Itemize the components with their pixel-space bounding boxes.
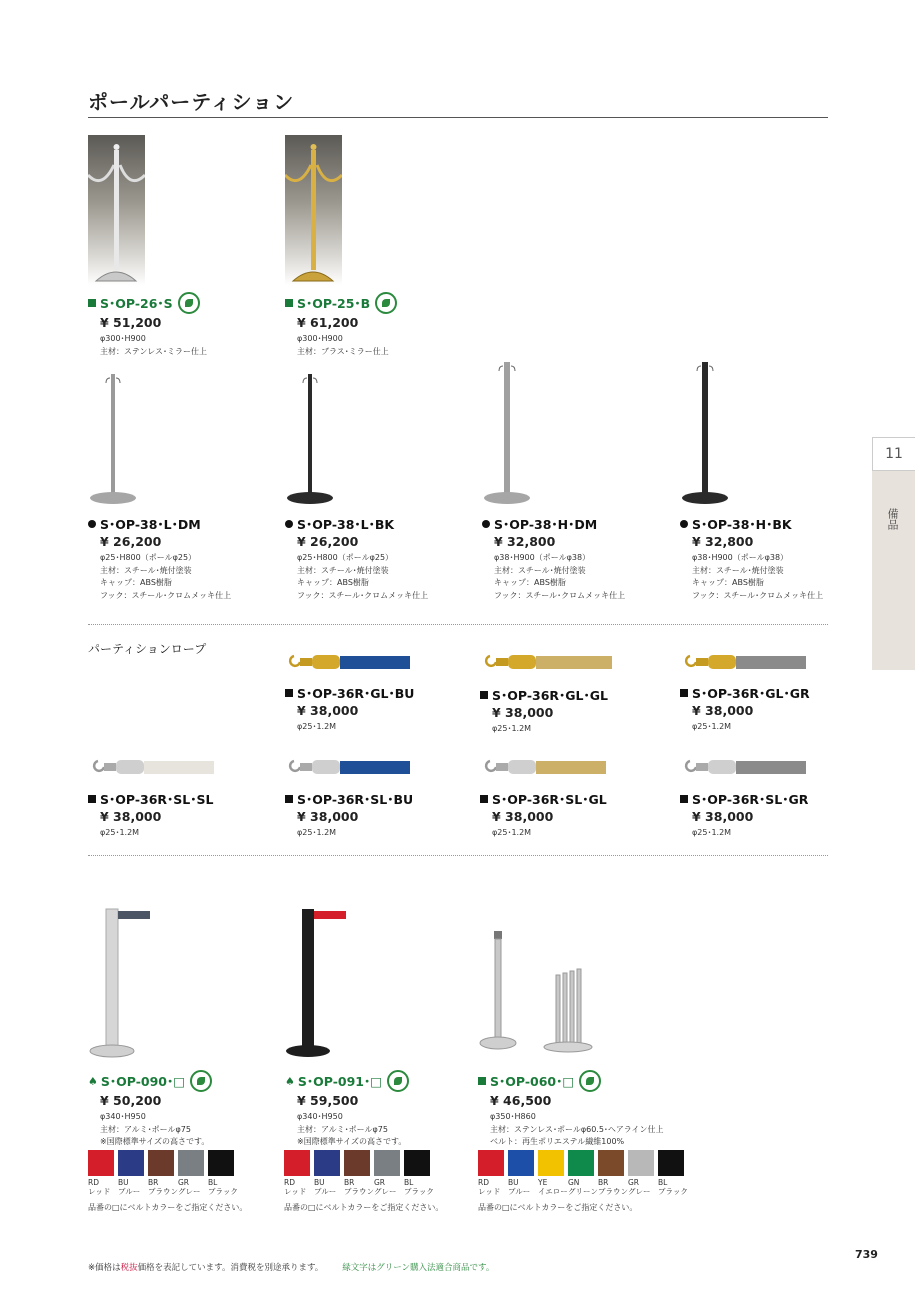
swatch-name: レッド xyxy=(284,1187,307,1196)
eco-mark-icon xyxy=(375,292,397,314)
product-item[interactable] xyxy=(680,515,823,602)
product-price: ¥ 38,000 xyxy=(492,809,554,824)
product-code: S･OP-36R･GL･GR xyxy=(692,686,810,701)
swatch-code: BU xyxy=(118,1178,129,1187)
product-code: S･OP-091･□ xyxy=(297,1074,383,1089)
product-code: S･OP-38･L･DM xyxy=(100,517,201,532)
product-code: S･OP-38･H･BK xyxy=(692,517,792,532)
swatch-labels xyxy=(88,1178,238,1196)
swatch-name: レッド xyxy=(478,1187,501,1196)
circle-bullet xyxy=(680,520,688,528)
product-code: S･OP-36R･SL･GL xyxy=(492,792,607,807)
product-spec: φ25･H800（ポールφ25） xyxy=(100,553,197,562)
product-spec: ※国際標準サイズの高さです。 xyxy=(100,1137,210,1146)
product-price: ¥ 38,000 xyxy=(297,703,359,718)
product-spec: φ350･H860 xyxy=(490,1112,536,1121)
page-number: 739 xyxy=(855,1248,878,1261)
section-divider xyxy=(88,624,828,625)
product-spec: フック：スチール･クロムメッキ仕上 xyxy=(692,590,824,600)
rope-image-gl-bu xyxy=(284,652,414,674)
product-spec: 主材：アルミ･ポールφ75 xyxy=(297,1124,388,1134)
product-code: S･OP-26･S xyxy=(100,296,173,311)
swatch-code: GR xyxy=(628,1178,640,1187)
swatch-name: ブラウン xyxy=(598,1187,628,1196)
product-price: ¥ 46,500 xyxy=(490,1093,552,1108)
product-spec: φ340･H950 xyxy=(297,1112,343,1121)
product-spec: φ25･1.2M xyxy=(692,828,732,837)
section-heading: パーティションロープ xyxy=(88,642,207,656)
rope-item[interactable] xyxy=(285,684,414,734)
swatch-code: RD xyxy=(284,1178,295,1187)
eco-mark-icon xyxy=(579,1070,601,1092)
product-spec: キャップ：ABS樹脂 xyxy=(494,578,566,587)
product-price: ¥ 32,800 xyxy=(692,534,754,549)
swatch-code: GR xyxy=(178,1178,190,1187)
black-square-bullet xyxy=(680,795,688,803)
swatch-labels xyxy=(478,1178,688,1196)
footer-note xyxy=(88,1261,494,1273)
product-spec: φ25･1.2M xyxy=(692,722,732,731)
product-spec: フック：スチール･クロムメッキ仕上 xyxy=(100,590,232,600)
product-code: S･OP-25･B xyxy=(297,296,371,311)
swatch-code: BL xyxy=(208,1178,218,1187)
product-price: ¥ 38,000 xyxy=(100,809,162,824)
product-price: ¥ 26,200 xyxy=(297,534,359,549)
swatch-name: ブラウン xyxy=(344,1187,374,1196)
belt-pole-image-091 xyxy=(284,905,384,1060)
pole-image-38-h-bk xyxy=(682,362,728,504)
swatch-blue[interactable] xyxy=(314,1150,340,1176)
page-title: ポールパーティション xyxy=(88,90,295,114)
eco-mark-icon xyxy=(387,1070,409,1092)
swatch-code: BL xyxy=(404,1178,414,1187)
product-price: ¥ 50,200 xyxy=(100,1093,162,1108)
swatch-yellow[interactable] xyxy=(538,1150,564,1176)
swatch-blue[interactable] xyxy=(118,1150,144,1176)
product-spec: キャップ：ABS樹脂 xyxy=(297,578,369,587)
swatch-name: グレー xyxy=(178,1187,201,1196)
footer-middle: 価格を表記しています。消費税を別途承ります。 xyxy=(137,1263,324,1273)
color-swatches xyxy=(284,1150,434,1176)
swatch-blue[interactable] xyxy=(508,1150,534,1176)
product-spec: 主材：スチール･焼付塗装 xyxy=(297,565,389,575)
footer-green-note: 緑文字はグリーン購入法適合商品です。 xyxy=(342,1263,495,1273)
spade-icon: ♠ xyxy=(285,1074,295,1088)
belt-pole-image-060 xyxy=(478,925,608,1060)
product-spec: ベルト：再生ポリエステル繊維100% xyxy=(490,1137,625,1146)
swatch-name: レッド xyxy=(88,1187,111,1196)
swatch-code: GN xyxy=(568,1178,580,1187)
product-item[interactable] xyxy=(88,515,231,602)
swatch-brown[interactable] xyxy=(344,1150,370,1176)
footer-prefix: ※価格は xyxy=(88,1263,121,1273)
product-spec: φ300･H900 xyxy=(297,334,343,343)
swatch-gray[interactable] xyxy=(374,1150,400,1176)
product-spec: φ25･H800（ポールφ25） xyxy=(297,553,394,562)
swatch-gray[interactable] xyxy=(628,1150,654,1176)
swatch-gray[interactable] xyxy=(178,1150,204,1176)
swatch-name: ブラック xyxy=(404,1187,434,1196)
product-price: ¥ 59,500 xyxy=(297,1093,359,1108)
eco-mark-icon xyxy=(190,1070,212,1092)
black-square-bullet xyxy=(480,795,488,803)
product-spec: φ38･H900（ポールφ38） xyxy=(494,553,591,562)
product-code: S･OP-38･L･BK xyxy=(297,517,395,532)
swatch-name: グレー xyxy=(374,1187,397,1196)
swatch-brown[interactable] xyxy=(598,1150,624,1176)
green-square-bullet xyxy=(478,1077,486,1085)
swatch-name: ブルー xyxy=(118,1187,141,1196)
swatch-black[interactable] xyxy=(658,1150,684,1176)
swatch-name: イエロー xyxy=(538,1187,568,1196)
belt-color-note: 品番の□にベルトカラーをご指定ください。 xyxy=(284,1203,444,1212)
swatch-name: ブルー xyxy=(508,1187,531,1196)
product-price: ¥ 51,200 xyxy=(100,315,162,330)
circle-bullet xyxy=(482,520,490,528)
product-code: S･OP-36R･SL･BU xyxy=(297,792,414,807)
pole-image-38-h-dm xyxy=(484,362,530,504)
chapter-label: 備品 xyxy=(886,508,899,530)
product-item[interactable] xyxy=(482,515,625,602)
swatch-black[interactable] xyxy=(404,1150,430,1176)
product-spec: φ25･1.2M xyxy=(100,828,140,837)
product-photo-silver xyxy=(88,135,145,285)
belt-color-note: 品番の□にベルトカラーをご指定ください。 xyxy=(88,1203,248,1212)
swatch-name: ブラウン xyxy=(148,1187,178,1196)
product-item[interactable] xyxy=(285,515,428,602)
belt-product-item[interactable] xyxy=(285,1070,409,1149)
green-square-bullet xyxy=(285,299,293,307)
product-code: S･OP-36R･SL･GR xyxy=(692,792,809,807)
product-spec: φ340･H950 xyxy=(100,1112,146,1121)
swatch-name: ブルー xyxy=(314,1187,337,1196)
rope-image-sl-gl xyxy=(480,757,610,779)
title-rule xyxy=(88,117,828,118)
rope-image-gl-gr xyxy=(680,652,810,674)
swatch-code: BU xyxy=(314,1178,325,1187)
product-spec: φ25･1.2M xyxy=(492,724,532,733)
product-spec: キャップ：ABS樹脂 xyxy=(100,578,172,587)
product-photo-gold xyxy=(285,135,342,285)
swatch-name: ブラック xyxy=(208,1187,238,1196)
rope-image-sl-sl xyxy=(88,757,218,779)
product-spec: φ300･H900 xyxy=(100,334,146,343)
swatch-name: ブラック xyxy=(658,1187,688,1196)
swatch-labels xyxy=(284,1178,434,1196)
rope-item[interactable] xyxy=(480,790,607,840)
pole-illustrations xyxy=(88,360,828,510)
product-spec: 主材：スチール･焼付塗装 xyxy=(494,565,586,575)
product-price: ¥ 61,200 xyxy=(297,315,359,330)
belt-product-item[interactable] xyxy=(478,1070,663,1149)
swatch-red[interactable] xyxy=(88,1150,114,1176)
rope-item[interactable] xyxy=(285,790,413,840)
pole-image-38-l-dm xyxy=(90,374,136,504)
swatch-code: BR xyxy=(598,1178,609,1187)
black-square-bullet xyxy=(285,795,293,803)
belt-product-item[interactable] xyxy=(88,1070,212,1149)
swatch-name: グレー xyxy=(628,1187,651,1196)
circle-bullet xyxy=(285,520,293,528)
chapter-number: 11 xyxy=(872,437,915,471)
swatch-code: BL xyxy=(658,1178,668,1187)
product-spec: φ25･1.2M xyxy=(297,828,337,837)
green-square-bullet xyxy=(88,299,96,307)
rope-item[interactable] xyxy=(680,684,810,734)
product-spec: 主材：ブラス･ミラー仕上 xyxy=(297,346,389,356)
product-spec: キャップ：ABS樹脂 xyxy=(692,578,764,587)
swatch-code: GR xyxy=(374,1178,386,1187)
product-code: S･OP-36R･SL･SL xyxy=(100,792,214,807)
product-code: S･OP-36R･GL･BU xyxy=(297,686,415,701)
product-spec: 主材：アルミ･ポールφ75 xyxy=(100,1124,191,1134)
product-spec: ※国際標準サイズの高さです。 xyxy=(297,1137,407,1146)
black-square-bullet xyxy=(88,795,96,803)
product-spec: 主材：スチール･焼付塗装 xyxy=(692,565,784,575)
swatch-code: RD xyxy=(478,1178,489,1187)
rope-image-gl-gl xyxy=(480,652,615,674)
product-price: ¥ 38,000 xyxy=(692,703,754,718)
belt-color-note: 品番の□にベルトカラーをご指定ください。 xyxy=(478,1203,638,1212)
swatch-code: RD xyxy=(88,1178,99,1187)
product-price: ¥ 26,200 xyxy=(100,534,162,549)
product-code: S･OP-36R･GL･GL xyxy=(492,688,608,703)
product-code: S･OP-38･H･DM xyxy=(494,517,598,532)
swatch-black[interactable] xyxy=(208,1150,234,1176)
product-spec: 主材：ステンレス･ポールφ60.5･ヘアライン仕上 xyxy=(490,1124,664,1134)
rope-item[interactable] xyxy=(88,790,213,840)
rope-image-sl-bu xyxy=(284,757,414,779)
color-swatches xyxy=(478,1150,688,1176)
product-price: ¥ 38,000 xyxy=(297,809,359,824)
product-spec: φ25･1.2M xyxy=(297,722,337,731)
pole-image-38-l-bk xyxy=(287,374,333,504)
product-price: ¥ 38,000 xyxy=(692,809,754,824)
swatch-code: YE xyxy=(538,1178,548,1187)
swatch-code: BU xyxy=(508,1178,519,1187)
swatch-code: BR xyxy=(148,1178,159,1187)
product-spec: フック：スチール･クロムメッキ仕上 xyxy=(297,590,429,600)
circle-bullet xyxy=(88,520,96,528)
product-price: ¥ 32,800 xyxy=(494,534,556,549)
swatch-green[interactable] xyxy=(568,1150,594,1176)
swatch-red[interactable] xyxy=(284,1150,310,1176)
color-swatches xyxy=(88,1150,238,1176)
eco-mark-icon xyxy=(178,292,200,314)
product-price: ¥ 38,000 xyxy=(492,705,554,720)
product-spec: φ38･H900（ポールφ38） xyxy=(692,553,789,562)
black-square-bullet xyxy=(480,691,488,699)
swatch-name: グリーン xyxy=(568,1187,598,1196)
product-spec: 主材：ステンレス･ミラー仕上 xyxy=(100,346,207,356)
chapter-tab[interactable] xyxy=(872,437,915,670)
black-square-bullet xyxy=(680,689,688,697)
product-spec: φ25･1.2M xyxy=(492,828,532,837)
rope-item[interactable] xyxy=(680,790,808,840)
swatch-code: BR xyxy=(344,1178,355,1187)
black-square-bullet xyxy=(285,689,293,697)
product-code: S･OP-060･□ xyxy=(490,1074,575,1089)
swatch-brown[interactable] xyxy=(148,1150,174,1176)
product-item[interactable] xyxy=(88,292,207,358)
footer-highlight: 税抜 xyxy=(120,1263,138,1273)
rope-image-sl-gr xyxy=(680,757,810,779)
swatch-red[interactable] xyxy=(478,1150,504,1176)
product-spec: 主材：スチール･焼付塗装 xyxy=(100,565,192,575)
section-divider xyxy=(88,855,828,856)
product-code: S･OP-090･□ xyxy=(100,1074,186,1089)
spade-icon: ♠ xyxy=(88,1074,98,1088)
rope-item[interactable] xyxy=(480,686,608,736)
product-item[interactable] xyxy=(285,292,397,358)
product-spec: フック：スチール･クロムメッキ仕上 xyxy=(494,590,626,600)
belt-pole-image-090 xyxy=(88,905,188,1060)
